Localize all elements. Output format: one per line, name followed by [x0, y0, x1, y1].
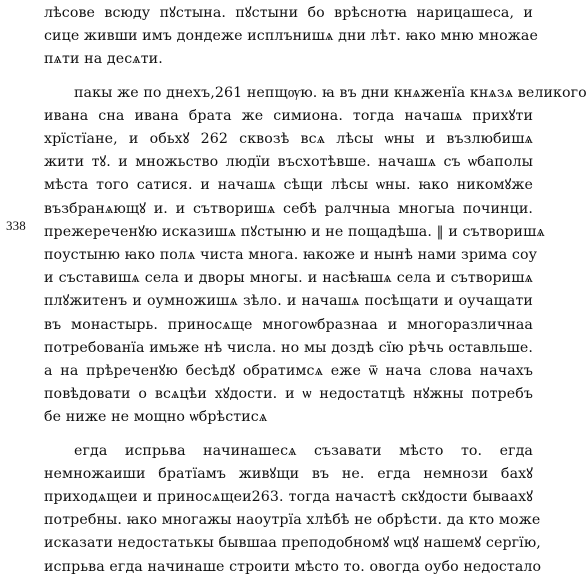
text-line: повѣдовати о всѧцѣи хꙋдости. и ѡ недостатцѣ нꙋжны потребъ: [44, 386, 533, 403]
text-line: мѣста того сатися. и начашѧ сѣщи лѣсы ѡны. ꙗко никомꙋже: [44, 177, 533, 194]
text-line: възбранѧющꙋ и. и сътворишѧ себѣ ралчныа многыа починци.: [44, 200, 533, 217]
text-line: испрьва егда начинаше строити мѣсто то. овогда оубо недостало: [44, 558, 542, 575]
text-line: въ монастырь. приносѧще многоѡбразнаа и многоразличнаа: [44, 316, 533, 333]
paragraph-3: [44, 440, 542, 579]
margin-page-number: 338: [6, 218, 26, 233]
text-line: пѧти на десѧти.: [44, 51, 163, 68]
text-line: бе ниже не мощно ѡбрѣстисѧ: [44, 409, 268, 426]
text-line: потребны. ꙗко многажы наоутрїа хлѣбѣ не обрѣсти. да кто може: [44, 512, 541, 529]
text-line: немножаиши братїамъ живꙋщи въ не. егда немнози бахꙋ: [44, 465, 533, 482]
text-line: прежереченꙋю исказишѧ пꙋстыню и не пощадѣша. ‖ и сътворишѧ: [44, 223, 545, 240]
text-line: плꙋжитенъ и оумножишѧ зѣло. и начашѧ посѣщати и оучащати: [44, 293, 533, 310]
text-line: сице живши имъ дондеже исплънишѧ дни лѣт. ꙗко мню множае: [44, 28, 538, 45]
text-line: потребованїа имьже нѣ числа. но мы доздѣ сїю рѣчь оставльше.: [44, 339, 533, 356]
text-line: хрїстїане, и обьхꙋ 262 сквозѣ всѧ лѣсы ѡны и възлюбишѧ: [44, 131, 533, 148]
text-line: ивана сна ивана брата же симиона. тогда начашѧ прихꙋти: [44, 107, 533, 124]
paragraph-1: [44, 2, 538, 72]
text-line: поустыню ꙗко полѧ чиста многа. ꙗкоже и нынѣ нами зрима соу: [44, 247, 538, 264]
text-line: исказати недостатькы бывшаа преподобномꙋ ѡцꙋ нашемꙋ сергїю,: [44, 535, 541, 552]
text-line: жити тꙋ. и множьство людїи въсхотѣвше. начашѧ съ ѡбаполы: [44, 154, 533, 171]
text-line: приходѧщеи и приносѧщеи263. тогда начастѣ скꙋдости бываахꙋ: [44, 489, 533, 506]
text-line: егда испрьва начинашесѧ съзавати мѣсто то. егда: [74, 442, 533, 459]
text-line: а на прѣреченꙋю бесѣдꙋ обратимсѧ еже ѿ нача слова начахъ: [44, 363, 533, 380]
text-line: лѣсове всюду пꙋстына. пꙋстыни бо врѣснотꙗ нарицашеса, и: [44, 5, 533, 21]
text-line: пакы же по днехъ,261 непщѹю. ꙗ въ дни кнѧженїа кнѧзѧ великого: [74, 84, 587, 101]
text-body: [44, 2, 587, 579]
paragraph-2: [44, 82, 587, 430]
text-line: и съставишѧ села и дворы многы. и насѣꙗшѧ села и сътворишѧ: [44, 270, 533, 287]
